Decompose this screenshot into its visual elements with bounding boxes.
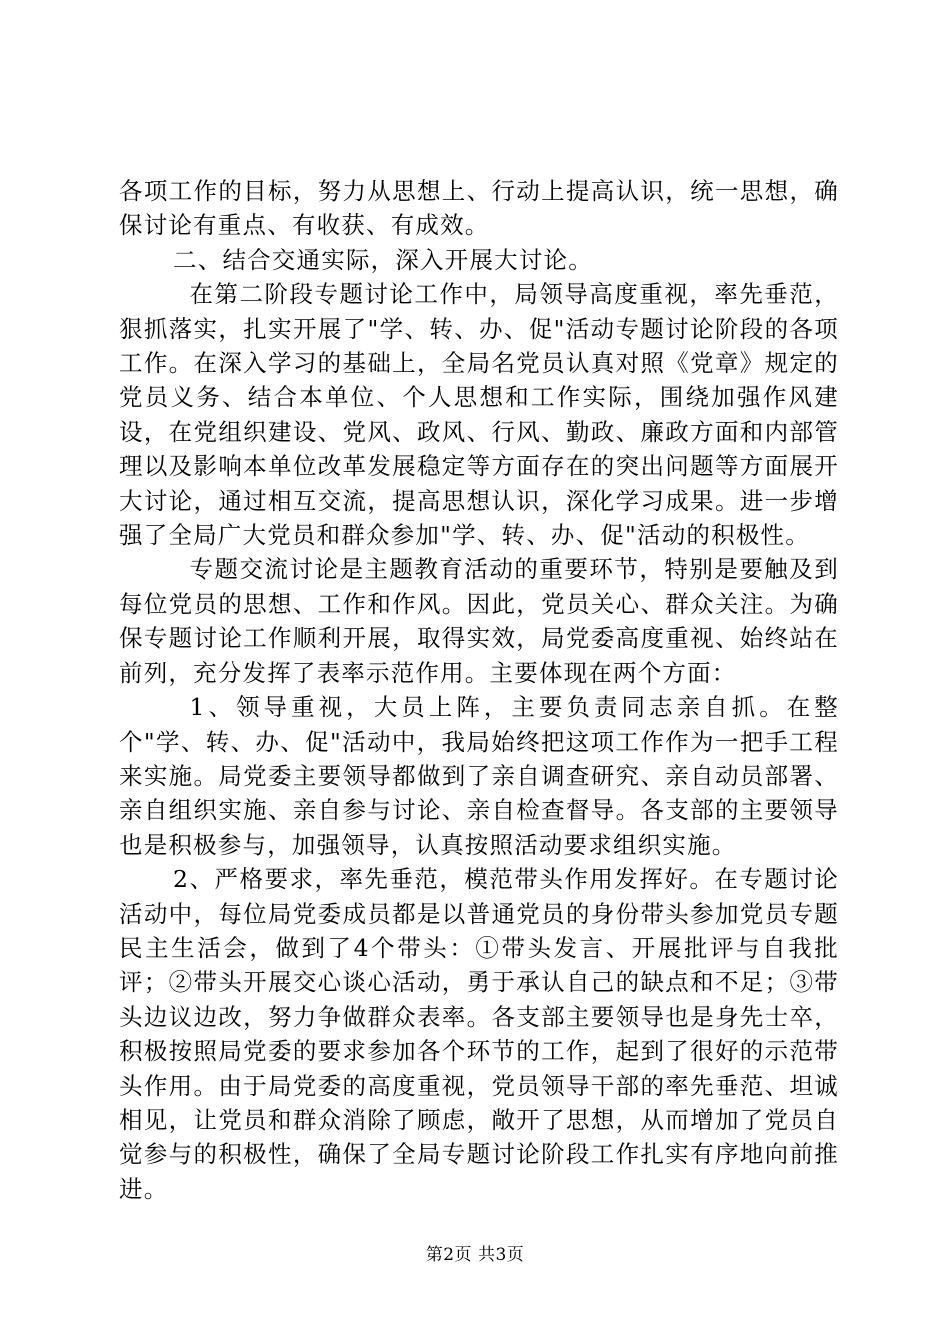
- paragraph-continuation: 各项工作的目标，努力从思想上、行动上提高认识，统一思想，确保讨论有重点、有收获、有成效。: [119, 177, 839, 240]
- paragraph-item-2: 2、严格要求，率先垂范，模范带头作用发挥好。在专题讨论活动中，每位局党委成员都是以普通党员的身份带头参加党员专题民主生活会，做到了4个带头：①带头发言、开展批评与自我批评；②带头开展交心谈心活动，勇于承认自己的缺点和不足；③带头边议边改，努力争做群众表率。各支部主要领导也是身先士卒，积极按照局党委的要求参加各个环节的工作，起到了很好的示范带头作用。由于局党委的高度重视，党员领导干部的率先垂范、坦诚相见，让党员和群众消除了顾虑，敞开了思想，从而增加了党员自觉参与的积极性，确保了全局专题讨论阶段工作扎实有序地向前推进。: [119, 865, 839, 1203]
- paragraph-item-1: 1、领导重视，大员上阵，主要负责同志亲自抓。在整个"学、转、办、促"活动中，我局始终把这项工作作为一把手工程来实施。局党委主要领导都做到了亲自调查研究、亲自动员部署、亲自组织实施、亲自参与讨论、亲自检查督导。各支部的主要领导也是积极参与，加强领导，认真按照活动要求组织实施。: [119, 693, 839, 859]
- page-footer: 第2页 共3页: [425, 1245, 525, 1265]
- paragraph-stage-two: 在第二阶段专题讨论工作中，局领导高度重视，率先垂范，狠抓落实，扎实开展了"学、转、办、促"活动专题讨论阶段的各项工作。在深入学习的基础上，全局名党员认真对照《党章》规定的党员义务、结合本单位、个人思想和工作实际，围绕加强作风建设，在党组织建设、党风、政风、行风、勤政、廉政方面和内部管理以及影响本单位改革发展稳定等方面存在的突出问题等方面展开大讨论，通过相互交流，提高思想认识，深化学习成果。进一步增强了全局广大党员和群众参加"学、转、办、促"活动的积极性。: [119, 280, 839, 550]
- document-body: [119, 174, 839, 1206]
- section-heading: 二、结合交通实际，深入开展大讨论。: [173, 245, 593, 274]
- paragraph-special-exchange: 专题交流讨论是主题教育活动的重要环节，特别是要触及到每位党员的思想、工作和作风。因此，党员关心、群众关注。为确保专题讨论工作顺利开展，取得实效，局党委高度重视、始终站在前列，充分发挥了表率示范作用。主要体现在两个方面：: [119, 555, 839, 687]
